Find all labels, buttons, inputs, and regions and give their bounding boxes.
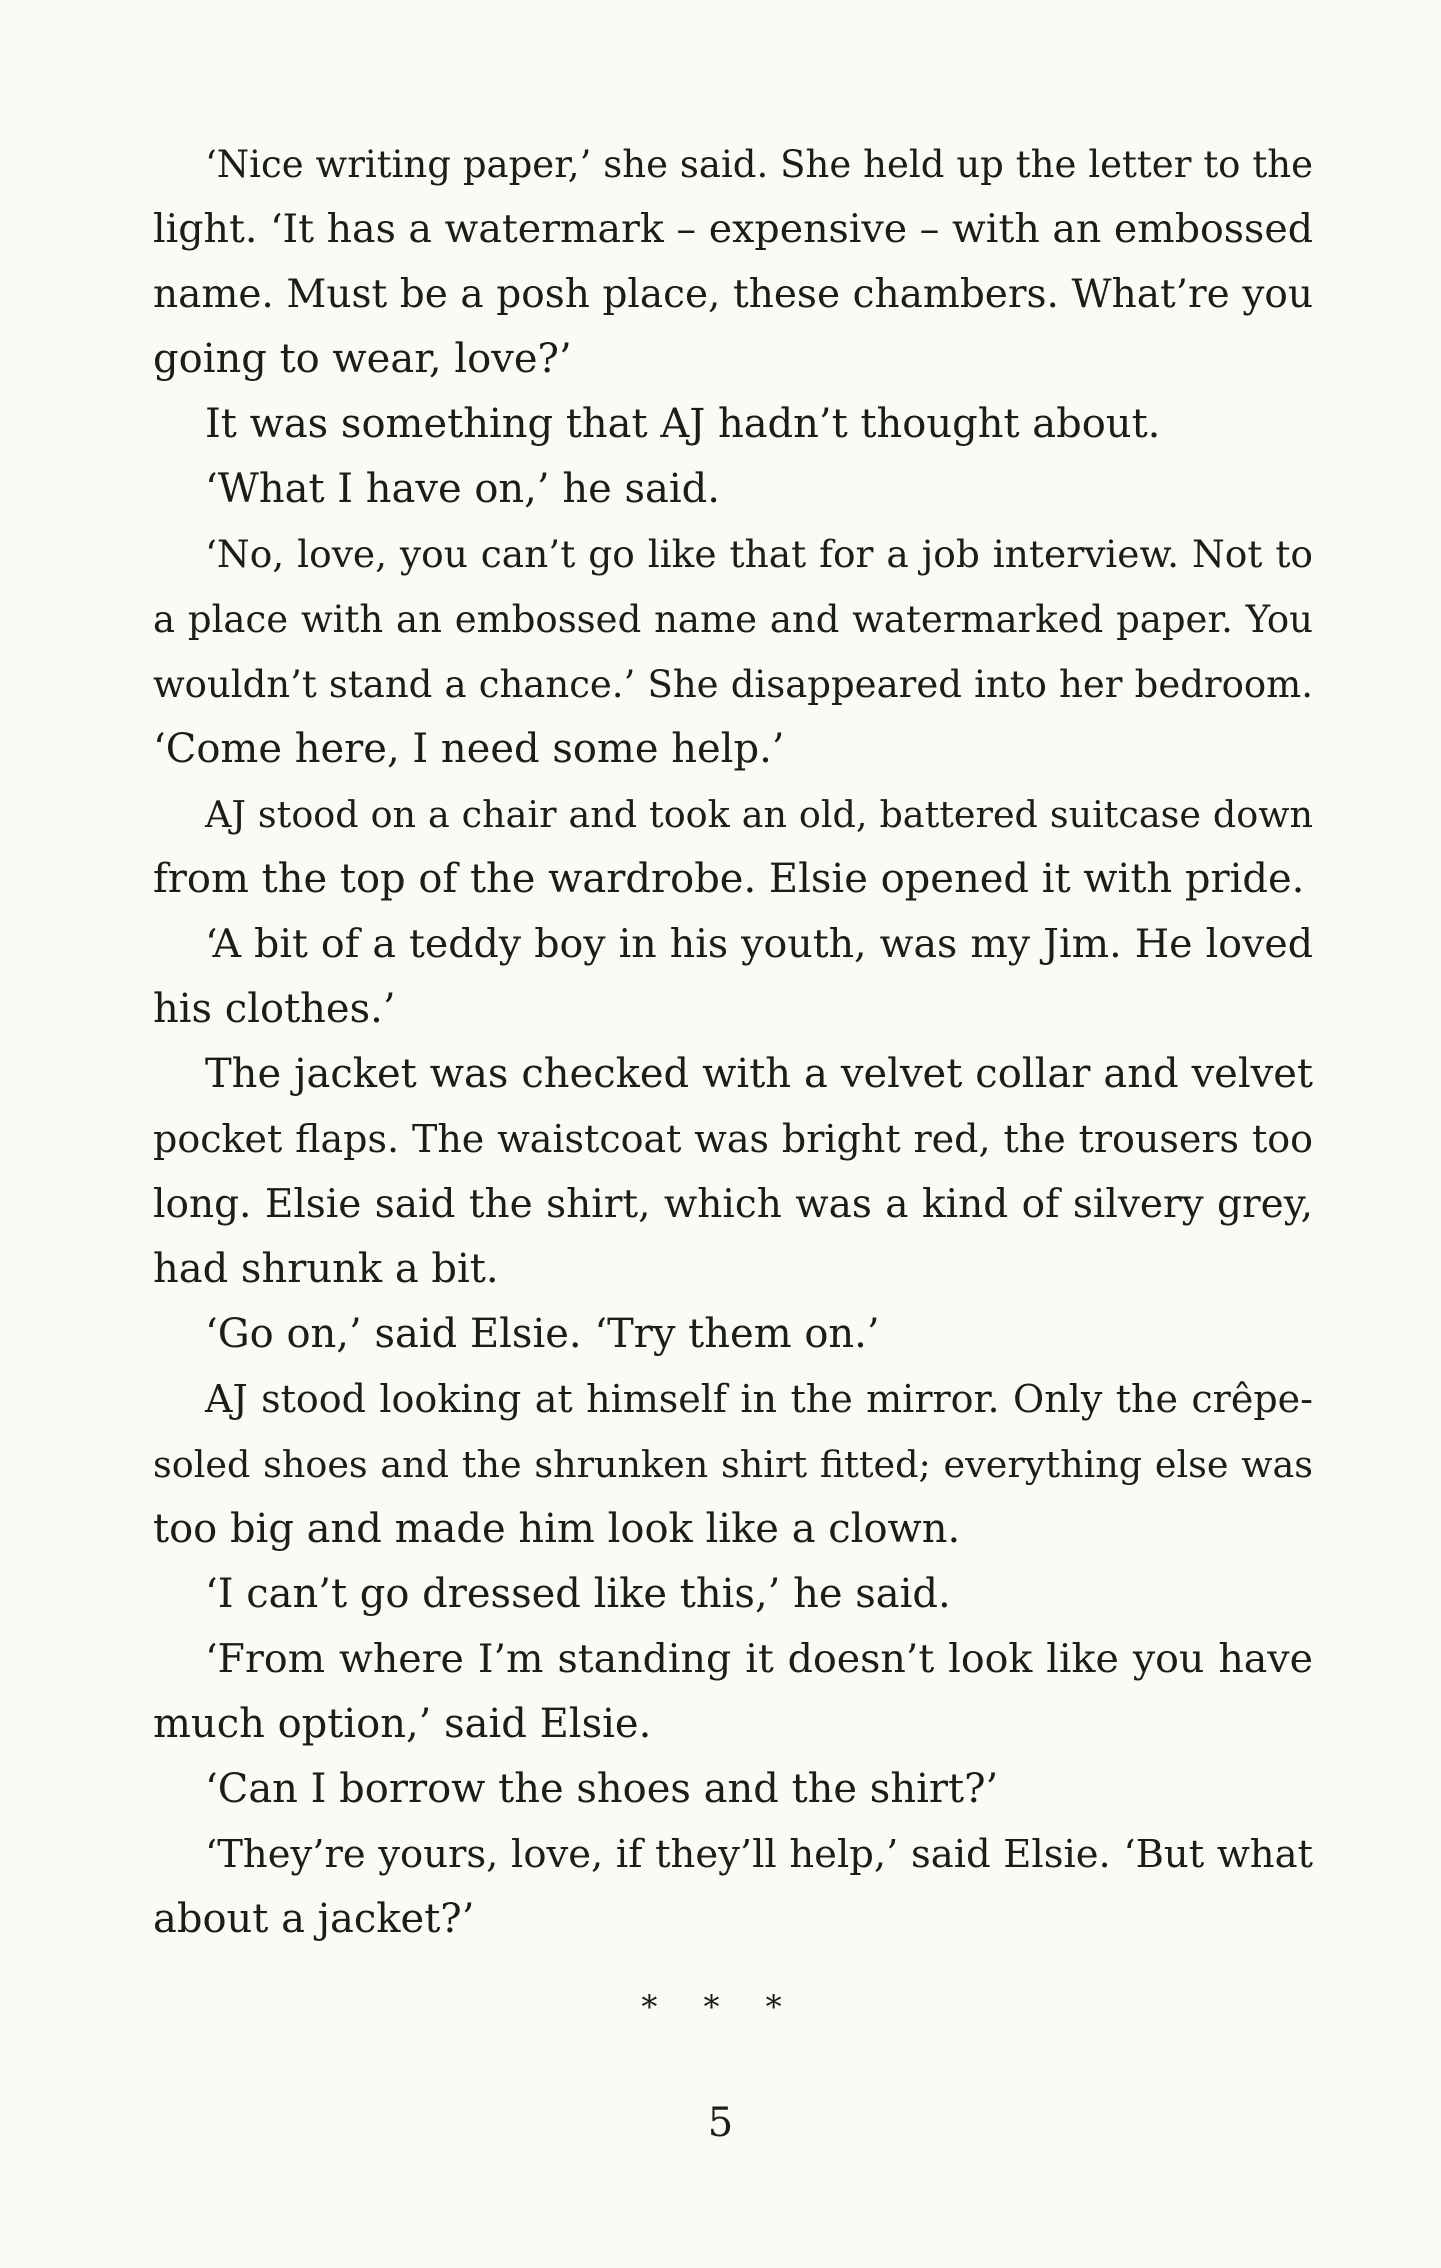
text-line: ‘Go on,’ said Elsie. ‘Try them on.’: [205, 1311, 880, 1357]
text-line: too big and made him look like a clown.: [153, 1506, 961, 1552]
text-line: a place with an embossed name and watermarked paper. You: [153, 598, 1313, 641]
text-line: pocket flaps. The waistcoat was bright red, the trousers too: [153, 1117, 1313, 1161]
text-line: name. Must be a posh place, these chambers. What’re you: [153, 272, 1313, 317]
text-line: It was something that AJ hadn’t thought about.: [205, 401, 1161, 447]
text-line: ‘A bit of a teddy boy in his youth, was my Jim. He loved: [205, 921, 1313, 967]
text-line: ‘What I have on,’ he said.: [205, 466, 720, 512]
text-line: much option,’ said Elsie.: [153, 1701, 652, 1747]
text-line: The jacket was checked with a velvet collar and velvet: [205, 1051, 1313, 1097]
text-line: soled shoes and the shrunken shirt fitted; everything else was: [153, 1443, 1313, 1486]
text-line: his clothes.’: [153, 986, 396, 1032]
text-line: wouldn’t stand a chance.’ She disappeared into her bedroom.: [153, 663, 1313, 706]
text-line: AJ stood looking at himself in the mirror. Only the crêpe-: [205, 1377, 1313, 1421]
text-line: ‘I can’t go dressed like this,’ he said.: [205, 1571, 951, 1617]
text-line: from the top of the wardrobe. Elsie opened it with pride.: [153, 856, 1305, 902]
body-text: [153, 132, 1313, 1952]
text-line: going to wear, love?’: [153, 336, 572, 382]
section-break: * * *: [641, 1988, 800, 2026]
text-line: had shrunk a bit.: [153, 1246, 499, 1292]
text-line: ‘They’re yours, love, if they’ll help,’ said Elsie. ‘But what: [205, 1832, 1313, 1877]
text-line: ‘Come here, I need some help.’: [153, 726, 785, 772]
text-line: ‘From where I’m standing it doesn’t look like you have: [205, 1636, 1313, 1682]
text-line: light. ‘It has a watermark – expensive – with an embossed: [153, 206, 1313, 252]
text-line: ‘Nice writing paper,’ she said. She held up the letter to the: [205, 143, 1313, 186]
text-line: AJ stood on a chair and took an old, battered suitcase down: [205, 793, 1313, 836]
page-number: 5: [707, 2100, 734, 2146]
text-line: about a jacket?’: [153, 1896, 475, 1942]
text-line: long. Elsie said the shirt, which was a kind of silvery grey,: [153, 1182, 1313, 1227]
text-line: ‘Can I borrow the shoes and the shirt?’: [205, 1766, 999, 1812]
text-line: ‘No, love, you can’t go like that for a job interview. Not to: [205, 532, 1313, 576]
